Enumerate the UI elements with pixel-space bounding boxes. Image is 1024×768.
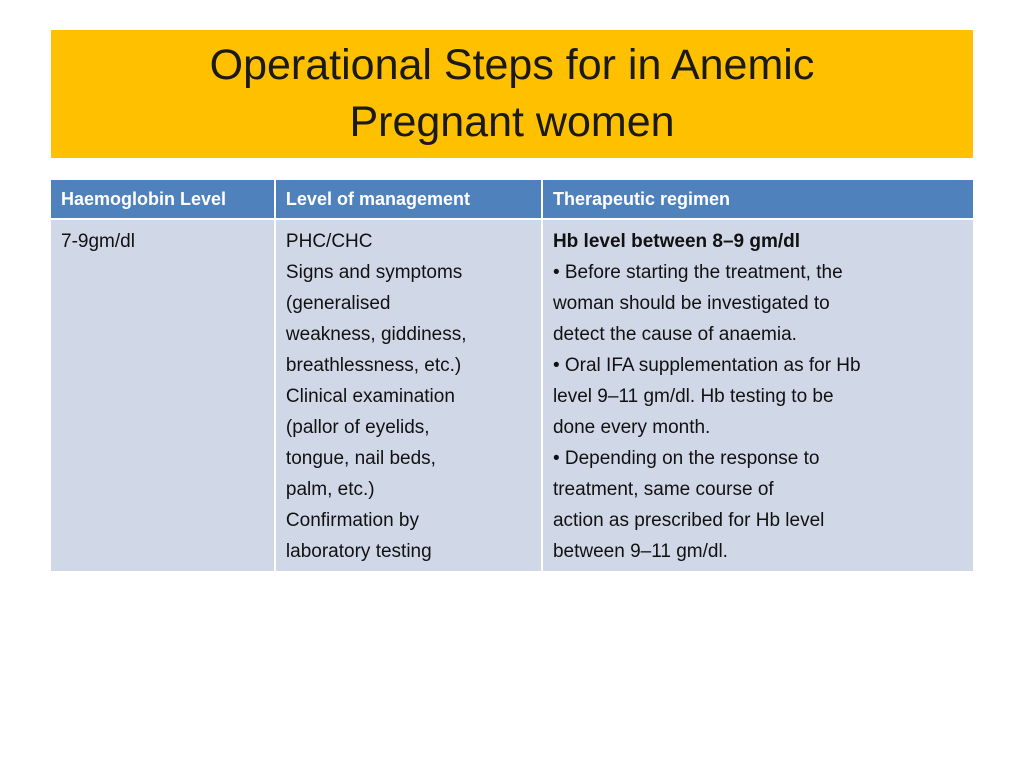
regimen-line: • Depending on the response to — [552, 448, 820, 469]
regimen-line: treatment, same course of — [552, 479, 774, 500]
management-line: Clinical examination — [285, 386, 455, 407]
table-header-row — [51, 180, 973, 219]
management-line: tongue, nail beds, — [285, 448, 436, 469]
management-line: PHC/CHC — [285, 231, 373, 252]
regimen-line: done every month. — [552, 417, 711, 438]
haemoglobin-level-value: 7-9gm/dl — [61, 231, 135, 252]
slide-title-line-1: Operational Steps for in Anemic — [209, 41, 815, 89]
header-therapeutic-regimen: Therapeutic regimen — [542, 180, 973, 219]
cell-haemoglobin-level — [51, 219, 275, 571]
regimen-line: woman should be investigated to — [552, 293, 830, 314]
regimen-line: action as prescribed for Hb level — [552, 510, 825, 531]
regimen-line: • Before starting the treatment, the — [552, 262, 843, 283]
cell-level-of-management — [275, 219, 542, 571]
management-line: Signs and symptoms — [285, 262, 463, 283]
header-haemoglobin-level: Haemoglobin Level — [51, 180, 275, 219]
management-line: palm, etc.) — [285, 479, 375, 500]
regimen-heading: Hb level between 8–9 gm/dl — [552, 231, 801, 252]
regimen-line: detect the cause of anaemia. — [552, 324, 797, 345]
management-line: (pallor of eyelids, — [285, 417, 430, 438]
header-level-of-management: Level of management — [275, 180, 542, 219]
slide-title — [210, 37, 815, 151]
cell-therapeutic-regimen — [542, 219, 973, 571]
table-row — [51, 219, 973, 571]
slide-title-line-2: Pregnant women — [349, 98, 675, 146]
regimen-line: • Oral IFA supplementation as for Hb — [552, 355, 861, 376]
title-banner — [51, 30, 973, 158]
management-line: Confirmation by — [285, 510, 419, 531]
management-line: breathlessness, etc.) — [285, 355, 462, 376]
management-line: (generalised — [285, 293, 391, 314]
management-line: weakness, giddiness, — [285, 324, 467, 345]
table-container — [51, 180, 973, 571]
regimen-line: between 9–11 gm/dl. — [552, 541, 728, 562]
regimen-line: level 9–11 gm/dl. Hb testing to be — [552, 386, 834, 407]
operational-steps-table — [51, 180, 973, 571]
management-line: laboratory testing — [285, 541, 432, 562]
